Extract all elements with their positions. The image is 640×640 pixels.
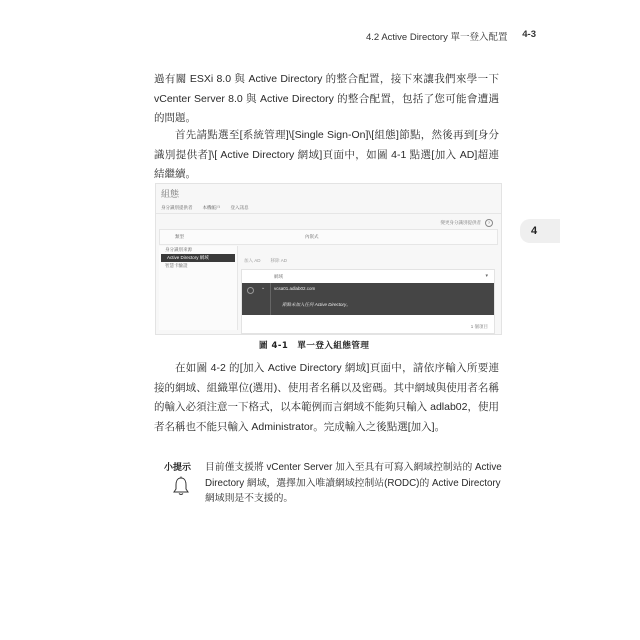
page-number: 4-3 xyxy=(522,29,536,40)
domain-grid xyxy=(241,269,495,334)
left-nav xyxy=(159,246,238,330)
running-header xyxy=(366,29,536,43)
tab-login-message[interactable]: 登入訊息 xyxy=(230,205,249,210)
paragraph-steps: 首先請點選至[系統管理]\[Single Sign-On]\[組態]節點，然後再到[身分識別提供者]\[ Active Directory 網域]頁面中，如圖 4-1 點選[加入 AD]超連結繼續。 xyxy=(154,129,499,180)
type-row xyxy=(159,229,498,245)
row-message: 節點未加入任何 Active Directory。 xyxy=(282,302,351,307)
chevron-down-icon[interactable]: ⌄ xyxy=(261,285,266,291)
change-provider-link[interactable] xyxy=(441,219,494,227)
nav-smart-card[interactable]: 智慧卡驗證 xyxy=(165,263,188,268)
nav-identity-sources[interactable]: 身分識別來源 xyxy=(165,247,192,252)
paragraph-join-domain: 在如圖 4-2 的[加入 Active Directory 網域]頁面中，請依序輸入所要連接的網域、組織單位(選用)、使用者名稱以及密碼。其中網域與使用者名稱的輸入必須注意一下格式，以本範例而言網域不能夠只輸入 adlab02，使用者名稱也不能只輸入 Administrator。完成輸入之後點選[加入]。 xyxy=(154,362,499,433)
help-icon[interactable]: ? xyxy=(485,219,493,227)
tip-text: 目前僅支援將 vCenter Server 加入至具有可寫入網域控制站的 Active Directory 網域，選擇加入唯讀網域控制站(RODC)的 Active Directory 網域則是不支援的。 xyxy=(205,462,502,504)
section-title: 4.2 Active Directory 單一登入配置 xyxy=(366,32,508,43)
filter-icon[interactable]: ▾ xyxy=(485,273,488,279)
figure-screenshot xyxy=(155,183,502,335)
row-domain: vcsa01.adlab02.com xyxy=(274,286,316,291)
column-domain[interactable]: 網域 xyxy=(274,274,283,279)
tab-divider xyxy=(156,213,501,214)
join-ad-link[interactable]: 加入 AD xyxy=(244,258,261,263)
row-radio[interactable] xyxy=(247,287,254,294)
tip-label: 小提示 xyxy=(164,463,192,473)
table-row[interactable] xyxy=(242,283,494,315)
bell-icon xyxy=(172,476,190,496)
grid-actions xyxy=(244,258,287,264)
tab-identity-provider[interactable]: 身分識別提供者 xyxy=(161,205,193,214)
chapter-tab: 4 xyxy=(520,219,560,243)
config-title: 組態 xyxy=(161,189,180,199)
grid-header xyxy=(242,270,494,284)
change-provider-label[interactable]: 變更身分識別提供者 xyxy=(440,220,481,225)
type-label: 類型 xyxy=(175,234,184,239)
column-divider xyxy=(270,283,271,315)
figure-caption: 圖 4-1 單一登入組態管理 xyxy=(259,341,370,351)
type-value: 內嵌式 xyxy=(305,234,319,239)
paragraph-intro: 過有關 ESXi 8.0 與 Active Directory 的整合配置，接下來讓我們來學一下 vCenter Server 8.0 與 Active Directory 的整合配置，包括了您可能會遭遇的問題。 xyxy=(154,73,499,124)
grid-footer: 1 個項目 xyxy=(470,324,488,329)
tab-local-accounts[interactable]: 本機帳戶 xyxy=(202,205,221,210)
leave-ad-link[interactable]: 移除 AD xyxy=(270,258,288,263)
nav-active-directory-domain[interactable]: Active Directory 網域 xyxy=(161,254,235,262)
